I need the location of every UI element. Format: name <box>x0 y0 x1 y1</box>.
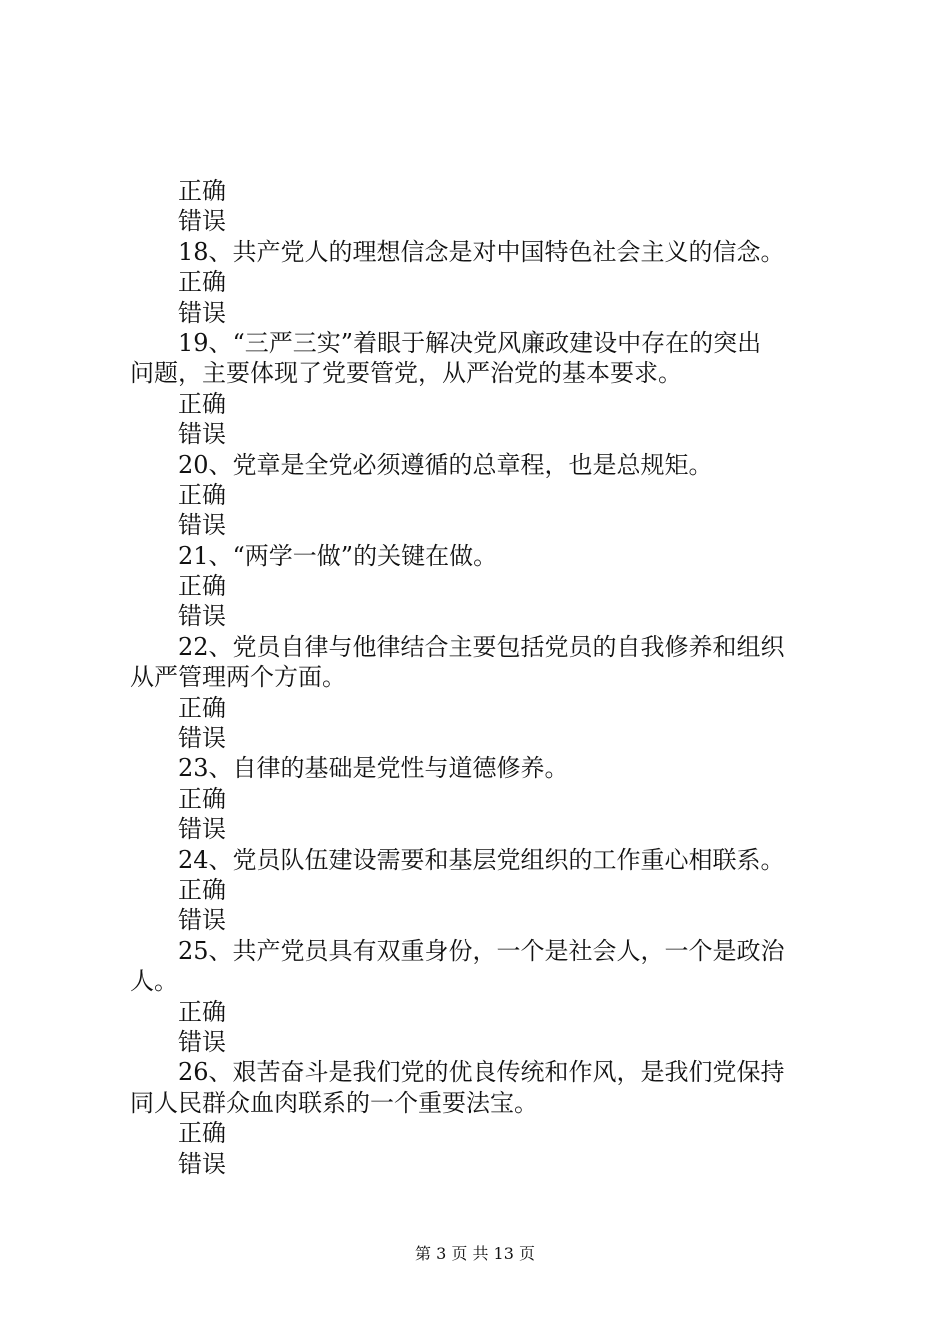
option-wrong: 错误 <box>178 1149 226 1178</box>
question-list <box>130 176 835 1179</box>
question-23: 23、自律的基础是党性与道德修养。 <box>178 754 569 783</box>
question-22-continued: 从严管理两个方面。 <box>130 663 346 692</box>
page-footer: 第 3 页 共 13 页 <box>415 1244 535 1263</box>
option-wrong: 错误 <box>178 602 226 631</box>
question-22: 22、党员自律与他律结合主要包括党员的自我修养和组织 <box>178 632 785 661</box>
option-correct: 正确 <box>178 1119 226 1148</box>
question-25: 25、共产党员具有双重身份，一个是社会人，一个是政治 <box>178 936 785 965</box>
question-26-continued: 同人民群众血肉联系的一个重要法宝。 <box>130 1088 538 1117</box>
question-25-continued: 人。 <box>130 967 178 996</box>
option-correct: 正确 <box>178 572 226 601</box>
option-correct: 正确 <box>178 693 226 722</box>
question-20: 20、党章是全党必须遵循的总章程，也是总规矩。 <box>178 450 713 479</box>
question-24: 24、党员队伍建设需要和基层党组织的工作重心相联系。 <box>178 845 785 874</box>
option-wrong: 错误 <box>178 511 226 540</box>
option-wrong: 错误 <box>178 420 226 449</box>
option-correct: 正确 <box>178 997 226 1026</box>
question-18: 18、共产党人的理想信念是对中国特色社会主义的信念。 <box>178 237 785 266</box>
option-correct: 正确 <box>178 177 226 205</box>
option-correct: 正确 <box>178 480 226 509</box>
option-correct: 正确 <box>178 784 226 813</box>
question-21: 21、“两学一做”的关键在做。 <box>178 541 498 570</box>
option-correct: 正确 <box>178 268 226 297</box>
question-19: 19、“三严三实”着眼于解决党风廉政建设中存在的突出 <box>178 328 762 357</box>
option-wrong: 错误 <box>178 207 226 236</box>
option-wrong: 错误 <box>178 724 226 753</box>
option-correct: 正确 <box>178 389 226 418</box>
option-wrong: 错误 <box>178 298 226 327</box>
question-26: 26、艰苦奋斗是我们党的优良传统和作风，是我们党保持 <box>178 1058 785 1087</box>
option-correct: 正确 <box>178 875 226 904</box>
option-wrong: 错误 <box>178 1027 226 1056</box>
option-wrong: 错误 <box>178 906 226 935</box>
question-19-continued: 问题，主要体现了党要管党，从严治党的基本要求。 <box>130 359 682 388</box>
option-wrong: 错误 <box>178 815 226 844</box>
